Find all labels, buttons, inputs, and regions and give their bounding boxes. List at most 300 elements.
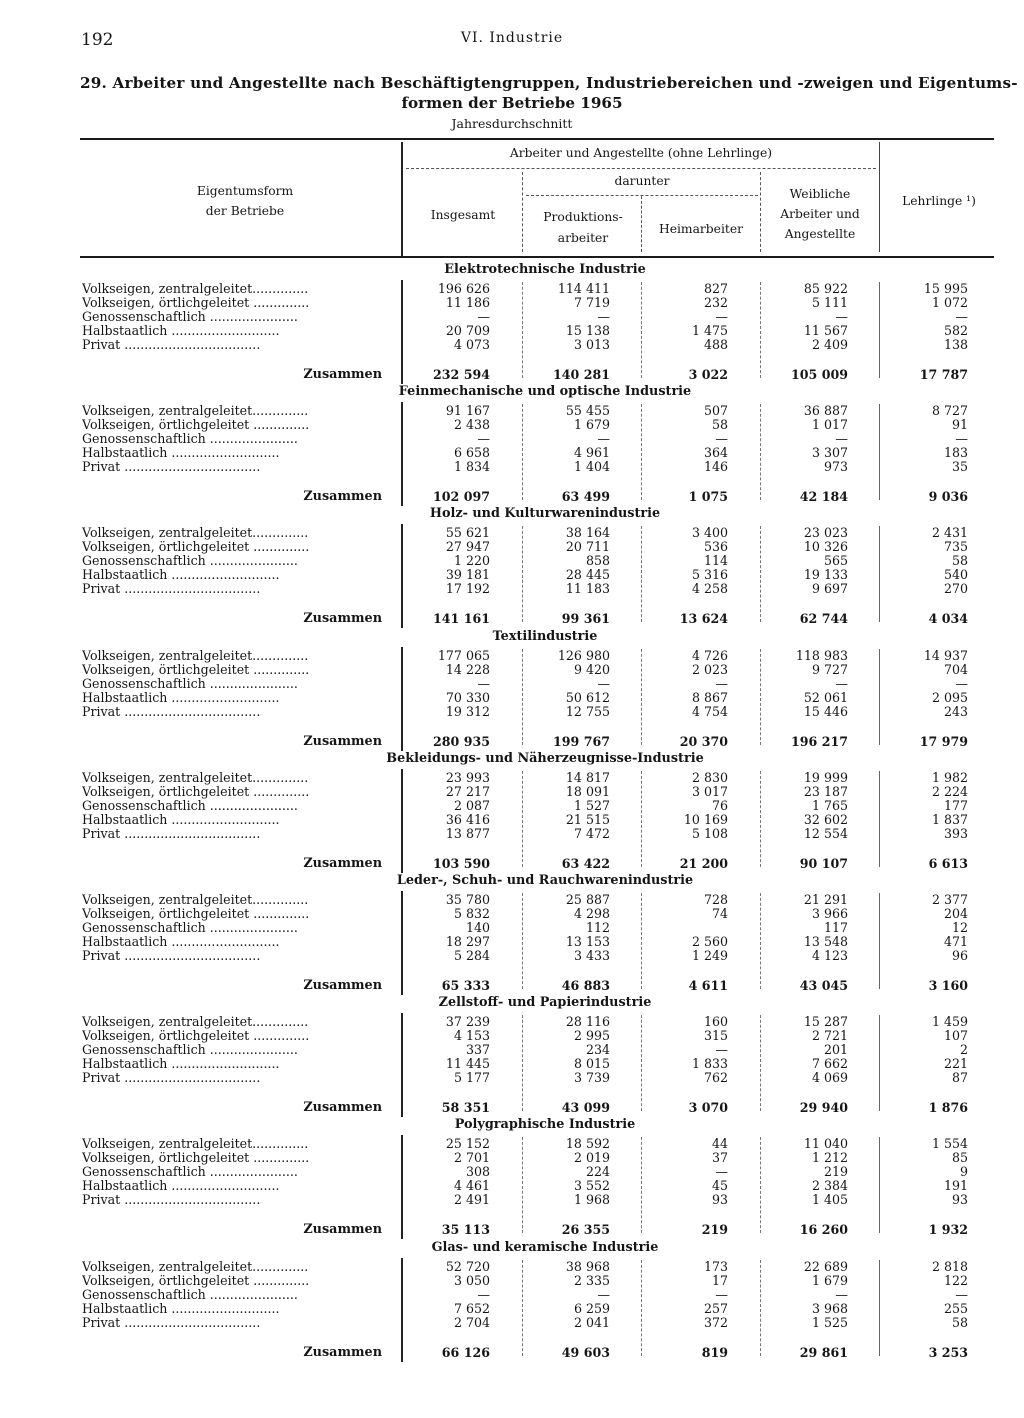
table-cell: 58 bbox=[711, 417, 728, 433]
total-cell: 17 979 bbox=[919, 733, 968, 749]
table-cell: — bbox=[835, 309, 848, 324]
table-cell: 1 475 bbox=[691, 323, 728, 338]
col-weiblich-header bbox=[762, 184, 878, 244]
total-cell: 103 590 bbox=[433, 855, 490, 871]
total-label: Zusammen bbox=[303, 855, 382, 871]
table-cell: 12 755 bbox=[565, 703, 610, 719]
total-cell: 29 940 bbox=[799, 1100, 848, 1116]
total-cell: 35 113 bbox=[441, 1222, 490, 1238]
table-cell: 4 754 bbox=[691, 703, 728, 719]
table-cell: 55 455 bbox=[565, 403, 610, 419]
table-cell: 3 017 bbox=[691, 783, 728, 799]
total-cell: 3 022 bbox=[688, 367, 728, 382]
table-cell: 3 400 bbox=[691, 525, 728, 541]
table-cell: 7 719 bbox=[573, 295, 610, 310]
table-cell: 8 727 bbox=[931, 403, 968, 419]
table-cell: 5 284 bbox=[453, 948, 490, 963]
table-cell: 5 108 bbox=[691, 825, 728, 841]
table-cell: 87 bbox=[951, 1070, 968, 1086]
table-cell: 36 416 bbox=[445, 811, 490, 827]
row-label: Halbstaatlich ........................... bbox=[82, 445, 280, 461]
table-cell: 973 bbox=[823, 459, 848, 475]
total-cell: 102 097 bbox=[433, 489, 490, 505]
table-cell: 35 780 bbox=[445, 892, 490, 907]
table-cell: — bbox=[835, 431, 848, 447]
table-cell: 9 697 bbox=[811, 581, 848, 597]
chapter-heading: VI. Industrie bbox=[460, 30, 564, 46]
table-cell: 38 968 bbox=[565, 1258, 610, 1274]
table-cell: — bbox=[835, 675, 848, 691]
total-cell: 1 932 bbox=[928, 1222, 968, 1238]
stub-header-line: der Betriebe bbox=[205, 204, 285, 218]
table-cell: — bbox=[715, 675, 728, 691]
table-cell: — bbox=[955, 431, 968, 447]
total-cell: 99 361 bbox=[561, 611, 610, 627]
table-cell: 234 bbox=[585, 1042, 610, 1058]
table-cell: 70 330 bbox=[445, 689, 490, 705]
header-divider bbox=[406, 168, 876, 169]
table-cell: — bbox=[835, 1286, 848, 1302]
table-cell: 4 726 bbox=[691, 647, 728, 663]
table-cell: 2 830 bbox=[691, 769, 728, 785]
table-cell: 5 316 bbox=[691, 567, 728, 583]
table-cell: 1 834 bbox=[453, 459, 490, 475]
table-cell: — bbox=[597, 431, 610, 447]
table-cell: 45 bbox=[711, 1178, 728, 1194]
table-cell: 565 bbox=[823, 553, 848, 569]
total-cell: 3 070 bbox=[688, 1100, 728, 1116]
table-cell: 138 bbox=[943, 337, 968, 352]
table-cell: — bbox=[597, 675, 610, 691]
header-divider bbox=[526, 195, 758, 196]
table-cell: 118 983 bbox=[795, 647, 848, 663]
table-cell: 11 445 bbox=[445, 1056, 490, 1072]
table-cell: 8 867 bbox=[691, 689, 728, 705]
table-cell: 196 626 bbox=[437, 281, 490, 296]
table-cell: 18 592 bbox=[565, 1136, 610, 1152]
table-cell: 15 995 bbox=[923, 281, 968, 296]
table-cell: 257 bbox=[703, 1300, 728, 1316]
table-cell: 19 312 bbox=[445, 703, 490, 719]
table-cell: 23 023 bbox=[803, 525, 848, 541]
table-cell: 3 552 bbox=[573, 1178, 610, 1194]
total-cell: 219 bbox=[701, 1222, 728, 1238]
row-label: Privat .................................. bbox=[82, 703, 261, 719]
row-label: Genossenschaftlich ...................... bbox=[82, 797, 298, 813]
row-label: Halbstaatlich ........................... bbox=[82, 1300, 280, 1316]
row-label: Volkseigen, örtlichgeleitet .............. bbox=[82, 661, 310, 677]
table-cell: 507 bbox=[703, 403, 728, 419]
table-cell: 7 662 bbox=[811, 1056, 848, 1072]
total-cell: 196 217 bbox=[791, 733, 848, 749]
table-cell: 2 377 bbox=[931, 892, 968, 907]
section-title: Feinmechanische und optische Industrie bbox=[398, 384, 692, 400]
table-cell: 1 405 bbox=[811, 1192, 848, 1208]
total-cell: 46 883 bbox=[561, 978, 610, 993]
table-cell: 112 bbox=[585, 920, 610, 935]
table-cell: 201 bbox=[823, 1042, 848, 1058]
table-cell: 17 192 bbox=[445, 581, 490, 597]
table-cell: 4 069 bbox=[811, 1070, 848, 1086]
row-label: Genossenschaftlich ...................... bbox=[82, 553, 298, 569]
row-label: Halbstaatlich ........................... bbox=[82, 689, 280, 705]
table-cell: 1 220 bbox=[453, 553, 490, 569]
table-cell: 3 966 bbox=[811, 906, 848, 921]
table-cell: 122 bbox=[943, 1272, 968, 1288]
table-cell: 1 554 bbox=[931, 1136, 968, 1152]
table-cell: 704 bbox=[943, 661, 968, 677]
table-cell: 23 187 bbox=[803, 783, 848, 799]
col-weiblich-line: Arbeiter und bbox=[780, 207, 860, 221]
table-cell: 114 411 bbox=[557, 281, 610, 296]
table-cell: 2 095 bbox=[931, 689, 968, 705]
table-title: 29. Arbeiter und Angestellte nach Beschäftigtengruppen, Industriebereichen und -zweigen und Eigentums- bbox=[80, 74, 1018, 92]
table-cell: 20 709 bbox=[445, 323, 490, 338]
table-cell: 4 153 bbox=[453, 1028, 490, 1044]
page-number: 192 bbox=[81, 30, 114, 50]
table-cell: 5 177 bbox=[453, 1070, 490, 1086]
row-label: Volkseigen, zentralgeleitet.............. bbox=[82, 403, 309, 419]
total-cell: 63 422 bbox=[561, 855, 610, 871]
total-cell: 9 036 bbox=[928, 489, 968, 505]
table-cell: 25 887 bbox=[565, 892, 610, 907]
table-cell: 9 727 bbox=[811, 661, 848, 677]
table-cell: 85 922 bbox=[803, 281, 848, 296]
row-label: Privat .................................. bbox=[82, 825, 261, 841]
table-cell: — bbox=[715, 1164, 728, 1180]
table-title-continued: formen der Betriebe 1965 bbox=[401, 94, 623, 112]
table-cell: 372 bbox=[703, 1314, 728, 1330]
row-label: Privat .................................. bbox=[82, 459, 261, 475]
table-cell: 37 239 bbox=[445, 1014, 490, 1030]
table-cell: 9 bbox=[959, 1164, 968, 1180]
table-cell: 224 bbox=[585, 1164, 610, 1180]
row-label: Privat .................................. bbox=[82, 1314, 261, 1330]
table-cell: 1 017 bbox=[811, 417, 848, 433]
table-cell: 183 bbox=[943, 445, 968, 461]
table-cell: 2 023 bbox=[691, 661, 728, 677]
row-label: Privat .................................. bbox=[82, 1070, 261, 1086]
section-title: Polygraphische Industrie bbox=[454, 1117, 636, 1133]
row-label: Volkseigen, örtlichgeleitet .............. bbox=[82, 417, 310, 433]
table-cell: 232 bbox=[703, 295, 728, 310]
section-title: Textilindustrie bbox=[492, 628, 598, 644]
table-cell: 76 bbox=[711, 797, 728, 813]
table-cell: 488 bbox=[703, 337, 728, 352]
table-cell: 10 326 bbox=[803, 539, 848, 555]
total-label: Zusammen bbox=[303, 733, 382, 749]
table-cell: 3 013 bbox=[573, 337, 610, 352]
total-cell: 21 200 bbox=[679, 855, 728, 871]
table-cell: 18 091 bbox=[565, 783, 610, 799]
total-cell: 6 613 bbox=[928, 855, 968, 871]
total-cell: 29 861 bbox=[799, 1344, 848, 1360]
table-cell: 114 bbox=[703, 553, 728, 569]
table-cell: 5 111 bbox=[811, 295, 848, 310]
row-label: Volkseigen, zentralgeleitet.............. bbox=[82, 1258, 309, 1274]
table-cell: 13 548 bbox=[803, 934, 848, 949]
row-label: Volkseigen, zentralgeleitet.............. bbox=[82, 1136, 309, 1152]
total-cell: 3 253 bbox=[928, 1344, 968, 1360]
row-label: Volkseigen, örtlichgeleitet .............. bbox=[82, 906, 310, 921]
table-cell: 14 817 bbox=[565, 769, 610, 785]
table-cell: 1 968 bbox=[573, 1192, 610, 1208]
table-cell: 13 877 bbox=[445, 825, 490, 841]
table-cell: 91 bbox=[951, 417, 968, 433]
total-cell: 42 184 bbox=[799, 489, 848, 505]
table-cell: 32 602 bbox=[803, 811, 848, 827]
table-cell: 19 999 bbox=[803, 769, 848, 785]
total-cell: 13 624 bbox=[679, 611, 728, 627]
total-label: Zusammen bbox=[303, 489, 382, 505]
table-cell: 85 bbox=[951, 1150, 968, 1166]
table-cell: 173 bbox=[703, 1258, 728, 1274]
row-label: Volkseigen, zentralgeleitet.............. bbox=[82, 647, 309, 663]
table-cell: 22 689 bbox=[803, 1258, 848, 1274]
table-cell: 2 995 bbox=[573, 1028, 610, 1044]
total-cell: 17 787 bbox=[919, 367, 968, 382]
table-cell: 21 291 bbox=[803, 892, 848, 907]
row-label: Halbstaatlich ........................... bbox=[82, 323, 280, 338]
table-subtitle: Jahresdurchschnitt bbox=[451, 116, 573, 131]
row-label: Privat .................................. bbox=[82, 948, 261, 963]
row-label: Privat .................................. bbox=[82, 337, 261, 352]
table-cell: 18 297 bbox=[445, 934, 490, 949]
total-cell: 4 611 bbox=[688, 978, 728, 993]
table-cell: — bbox=[477, 309, 490, 324]
col-insgesamt-header: Insgesamt bbox=[430, 208, 496, 222]
table-cell: 2 087 bbox=[453, 797, 490, 813]
table-cell: 117 bbox=[823, 920, 848, 935]
total-cell: 16 260 bbox=[799, 1222, 848, 1238]
table-cell: — bbox=[715, 309, 728, 324]
table-cell: 2 335 bbox=[573, 1272, 610, 1288]
total-label: Zusammen bbox=[303, 611, 382, 627]
table-cell: 2 560 bbox=[691, 934, 728, 949]
table-cell: 315 bbox=[703, 1028, 728, 1044]
row-label: Volkseigen, örtlichgeleitet .............. bbox=[82, 1150, 310, 1166]
table-cell: 191 bbox=[943, 1178, 968, 1194]
table-cell: 7 472 bbox=[573, 825, 610, 841]
table-cell: 12 554 bbox=[803, 825, 848, 841]
header-divider bbox=[760, 172, 761, 252]
table-cell: 21 515 bbox=[565, 811, 610, 827]
table-cell: 15 287 bbox=[803, 1014, 848, 1030]
table-cell: 6 658 bbox=[453, 445, 490, 461]
table-cell: 11 040 bbox=[803, 1136, 848, 1152]
table-cell: 4 461 bbox=[453, 1178, 490, 1194]
total-cell: 90 107 bbox=[799, 855, 848, 871]
table-cell: 44 bbox=[711, 1136, 728, 1152]
table-cell: 160 bbox=[703, 1014, 728, 1030]
table-cell: 1 525 bbox=[811, 1314, 848, 1330]
table-cell: — bbox=[715, 1042, 728, 1058]
total-cell: 1 075 bbox=[688, 489, 728, 505]
table-cell: 1 833 bbox=[691, 1056, 728, 1072]
table-cell: 3 050 bbox=[453, 1272, 490, 1288]
table-cell: 308 bbox=[465, 1164, 490, 1180]
header-divider bbox=[522, 172, 523, 252]
total-cell: 43 099 bbox=[561, 1100, 610, 1116]
table-cell: 177 065 bbox=[437, 647, 490, 663]
stub-header-line: Eigentumsform bbox=[196, 184, 294, 198]
total-cell: 49 603 bbox=[561, 1344, 610, 1360]
col-group-header: Arbeiter und Angestellte (ohne Lehrlinge) bbox=[509, 146, 773, 160]
table-cell: 14 228 bbox=[445, 661, 490, 677]
table-cell: 52 061 bbox=[803, 689, 848, 705]
table-cell: 4 073 bbox=[453, 337, 490, 352]
col-weiblich-line: Weibliche bbox=[789, 187, 851, 201]
row-label: Genossenschaftlich ...................... bbox=[82, 920, 298, 935]
table-cell: — bbox=[477, 431, 490, 447]
table-cell: 27 217 bbox=[445, 783, 490, 799]
total-cell: 63 499 bbox=[561, 489, 610, 505]
table-cell: 2 384 bbox=[811, 1178, 848, 1194]
stub-header bbox=[120, 180, 370, 222]
table-cell: 2 818 bbox=[931, 1258, 968, 1274]
table-cell: 2 491 bbox=[453, 1192, 490, 1208]
table-cell: 255 bbox=[943, 1300, 968, 1316]
table-cell: 2 409 bbox=[811, 337, 848, 352]
total-cell: 819 bbox=[701, 1344, 728, 1360]
table-cell: 1 072 bbox=[931, 295, 968, 310]
row-label: Volkseigen, örtlichgeleitet .............. bbox=[82, 539, 310, 555]
row-label: Genossenschaftlich ...................... bbox=[82, 675, 298, 691]
table-cell: 96 bbox=[951, 948, 968, 963]
table-cell: 1 765 bbox=[811, 797, 848, 813]
table-cell: 28 445 bbox=[565, 567, 610, 583]
table-cell: 2 431 bbox=[931, 525, 968, 541]
row-label: Genossenschaftlich ...................... bbox=[82, 431, 298, 447]
col-produktion-header bbox=[524, 207, 642, 249]
header-divider bbox=[879, 142, 880, 252]
row-label: Volkseigen, örtlichgeleitet .............. bbox=[82, 295, 310, 310]
table-cell: 1 679 bbox=[811, 1272, 848, 1288]
table-cell: — bbox=[955, 1286, 968, 1302]
table-cell: 221 bbox=[943, 1056, 968, 1072]
row-label: Genossenschaftlich ...................... bbox=[82, 309, 298, 324]
row-label: Volkseigen, zentralgeleitet.............. bbox=[82, 769, 309, 785]
table-cell: 1 212 bbox=[811, 1150, 848, 1166]
table-cell: 2 bbox=[959, 1042, 968, 1058]
table-cell: 3 739 bbox=[573, 1070, 610, 1086]
table-cell: 270 bbox=[943, 581, 968, 597]
table-cell: 91 167 bbox=[445, 403, 490, 419]
section-title: Elektrotechnische Industrie bbox=[444, 262, 646, 277]
table-cell: — bbox=[715, 1286, 728, 1302]
table-cell: 1 982 bbox=[931, 769, 968, 785]
row-label: Volkseigen, örtlichgeleitet .............. bbox=[82, 1272, 310, 1288]
row-label: Halbstaatlich ........................... bbox=[82, 934, 280, 949]
table-cell: 3 433 bbox=[573, 948, 610, 963]
table-cell: 11 183 bbox=[565, 581, 610, 597]
table-cell: — bbox=[477, 1286, 490, 1302]
row-label: Volkseigen, zentralgeleitet.............. bbox=[82, 525, 309, 541]
total-cell: 232 594 bbox=[433, 367, 490, 382]
table-cell: 364 bbox=[703, 445, 728, 461]
table-cell: 52 720 bbox=[445, 1258, 490, 1274]
table-cell: 28 116 bbox=[565, 1014, 610, 1030]
total-cell: 62 744 bbox=[799, 611, 848, 627]
row-label: Volkseigen, örtlichgeleitet .............. bbox=[82, 1028, 310, 1044]
section-title: Bekleidungs- und Näherzeugnisse-Industrie bbox=[386, 750, 704, 766]
table-cell: 6 259 bbox=[573, 1300, 610, 1316]
table-cell: 146 bbox=[703, 459, 728, 475]
table-cell: 14 937 bbox=[923, 647, 968, 663]
table-cell: 17 bbox=[711, 1272, 728, 1288]
table-cell: 1 459 bbox=[931, 1014, 968, 1030]
table-cell: 7 652 bbox=[453, 1300, 490, 1316]
total-label: Zusammen bbox=[303, 367, 382, 382]
table-cell: 4 123 bbox=[811, 948, 848, 963]
row-label: Volkseigen, zentralgeleitet.............. bbox=[82, 281, 309, 296]
table-cell: 858 bbox=[585, 553, 610, 569]
total-label: Zusammen bbox=[303, 1100, 382, 1116]
table-cell: 582 bbox=[943, 323, 968, 338]
table-cell: 177 bbox=[943, 797, 968, 813]
table-cell: 4 298 bbox=[573, 906, 610, 921]
row-label: Halbstaatlich ........................... bbox=[82, 1178, 280, 1194]
total-cell: 20 370 bbox=[679, 733, 728, 749]
table-cell: 3 968 bbox=[811, 1300, 848, 1316]
table-cell: 15 446 bbox=[803, 703, 848, 719]
row-label: Halbstaatlich ........................... bbox=[82, 567, 280, 583]
table-cell: — bbox=[597, 309, 610, 324]
table-cell: 243 bbox=[943, 703, 968, 719]
section-title: Holz- und Kulturwarenindustrie bbox=[429, 506, 661, 522]
row-label: Halbstaatlich ........................... bbox=[82, 811, 280, 827]
table-cell: 74 bbox=[711, 906, 728, 921]
table-cell: 735 bbox=[943, 539, 968, 555]
row-label: Privat .................................. bbox=[82, 1192, 261, 1208]
section-title: Leder-, Schuh- und Rauchwarenindustrie bbox=[396, 873, 694, 888]
table-cell: 93 bbox=[711, 1192, 728, 1208]
table-cell: 15 138 bbox=[565, 323, 610, 338]
table-cell: 337 bbox=[465, 1042, 490, 1058]
table-cell: 20 711 bbox=[565, 539, 610, 555]
total-label: Zusammen bbox=[303, 1344, 382, 1360]
total-label: Zusammen bbox=[303, 1222, 382, 1238]
table-cell: 3 307 bbox=[811, 445, 848, 461]
table-cell: 762 bbox=[703, 1070, 728, 1086]
table-cell: 2 701 bbox=[453, 1150, 490, 1166]
table-cell: 540 bbox=[943, 567, 968, 583]
table-cell: 12 bbox=[951, 920, 968, 935]
row-label: Genossenschaftlich ...................... bbox=[82, 1042, 298, 1058]
total-cell: 199 767 bbox=[553, 733, 610, 749]
table-cell: 1 837 bbox=[931, 811, 968, 827]
row-label: Genossenschaftlich ...................... bbox=[82, 1164, 298, 1180]
total-label: Zusammen bbox=[303, 978, 382, 993]
table-cell: 219 bbox=[823, 1164, 848, 1180]
table-cell: — bbox=[597, 1286, 610, 1302]
table-cell: 5 832 bbox=[453, 906, 490, 921]
section-title: Glas- und keramische Industrie bbox=[431, 1239, 659, 1255]
table-cell: 35 bbox=[951, 459, 968, 475]
table-cell: 2 721 bbox=[811, 1028, 848, 1044]
col-produktion-line: arbeiter bbox=[557, 231, 609, 245]
table-cell: 107 bbox=[943, 1028, 968, 1044]
table-cell: 1 249 bbox=[691, 948, 728, 963]
col-heimarbeiter-header: Heimarbeiter bbox=[659, 222, 743, 236]
table-cell: 2 704 bbox=[453, 1314, 490, 1330]
table-cell: 23 993 bbox=[445, 769, 490, 785]
table-cell: 4 258 bbox=[691, 581, 728, 597]
table-cell: — bbox=[715, 431, 728, 447]
total-cell: 58 351 bbox=[441, 1100, 490, 1116]
total-cell: 4 034 bbox=[928, 611, 968, 627]
table-cell: 204 bbox=[943, 906, 968, 921]
